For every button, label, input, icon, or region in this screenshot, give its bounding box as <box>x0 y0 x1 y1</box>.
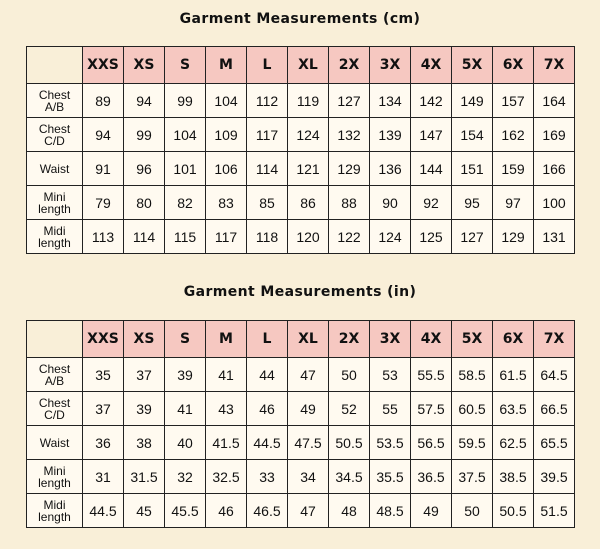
measurement-cell: 47 <box>288 494 329 528</box>
size-header: 6X <box>493 47 534 84</box>
row-label-line: Mini <box>43 189 66 204</box>
measurement-cell: 164 <box>534 84 575 118</box>
measurement-cell: 44.5 <box>83 494 124 528</box>
size-header: XS <box>124 47 165 84</box>
measurement-cell: 41 <box>165 392 206 426</box>
measurement-cell: 79 <box>83 186 124 220</box>
measurement-cell: 60.5 <box>452 392 493 426</box>
measurement-cell: 53.5 <box>370 426 411 460</box>
table-title-cm: Garment Measurements (cm) <box>179 11 421 27</box>
row-label-line: Chest <box>38 395 71 410</box>
size-header: M <box>206 321 247 358</box>
measurement-cell: 127 <box>329 84 370 118</box>
size-header: M <box>206 47 247 84</box>
measurement-cell: 35 <box>83 358 124 392</box>
row-label <box>27 494 83 528</box>
measurements-table-in <box>26 320 575 528</box>
measurement-cell: 47 <box>288 358 329 392</box>
measurement-cell: 144 <box>411 152 452 186</box>
measurement-cell: 99 <box>165 84 206 118</box>
measurement-cell: 40 <box>165 426 206 460</box>
size-header: 7X <box>534 321 575 358</box>
measurement-cell: 159 <box>493 152 534 186</box>
measurement-cell: 39.5 <box>534 460 575 494</box>
measurement-cell: 109 <box>206 118 247 152</box>
measurement-cell: 162 <box>493 118 534 152</box>
size-header: XXS <box>83 321 124 358</box>
row-label <box>27 358 83 392</box>
measurement-cell: 38.5 <box>493 460 534 494</box>
row-label <box>27 186 83 220</box>
row-label-line: Chest <box>38 121 71 136</box>
table-row <box>27 426 575 460</box>
measurement-cell: 131 <box>534 220 575 254</box>
size-header: S <box>165 321 206 358</box>
measurement-cell: 92 <box>411 186 452 220</box>
table-row <box>27 460 575 494</box>
measurement-cell: 94 <box>124 84 165 118</box>
measurement-cell: 169 <box>534 118 575 152</box>
row-label <box>27 460 83 494</box>
measurements-table-cm <box>26 46 575 254</box>
measurement-cell: 37 <box>124 358 165 392</box>
measurement-cell: 62.5 <box>493 426 534 460</box>
table-row <box>27 220 575 254</box>
measurement-cell: 36.5 <box>411 460 452 494</box>
measurement-cell: 94 <box>83 118 124 152</box>
table-row <box>27 186 575 220</box>
measurement-cell: 151 <box>452 152 493 186</box>
size-header-row <box>27 321 575 358</box>
table-row <box>27 358 575 392</box>
size-header: 4X <box>411 321 452 358</box>
measurement-cell: 41.5 <box>206 426 247 460</box>
measurement-cell: 49 <box>288 392 329 426</box>
row-label-line: length <box>38 475 71 490</box>
measurement-cell: 45.5 <box>165 494 206 528</box>
table-row <box>27 118 575 152</box>
size-header: S <box>165 47 206 84</box>
measurement-cell: 100 <box>534 186 575 220</box>
row-label-line: Midi <box>43 223 66 238</box>
measurement-cell: 114 <box>124 220 165 254</box>
row-label-line: Mini <box>43 463 66 478</box>
measurement-cell: 129 <box>493 220 534 254</box>
measurement-cell: 132 <box>329 118 370 152</box>
measurement-cell: 47.5 <box>288 426 329 460</box>
row-label-line: length <box>38 509 71 524</box>
measurement-cell: 112 <box>247 84 288 118</box>
measurement-cell: 34 <box>288 460 329 494</box>
measurement-cell: 57.5 <box>411 392 452 426</box>
measurement-cell: 50.5 <box>329 426 370 460</box>
measurement-cell: 106 <box>206 152 247 186</box>
size-header: 6X <box>493 321 534 358</box>
measurement-cell: 90 <box>370 186 411 220</box>
measurement-cell: 36 <box>83 426 124 460</box>
size-header: 2X <box>329 321 370 358</box>
measurement-cell: 48 <box>329 494 370 528</box>
measurement-cell: 96 <box>124 152 165 186</box>
measurement-cell: 56.5 <box>411 426 452 460</box>
measurement-cell: 129 <box>329 152 370 186</box>
measurement-cell: 55 <box>370 392 411 426</box>
measurement-cell: 66.5 <box>534 392 575 426</box>
measurement-cell: 39 <box>124 392 165 426</box>
row-label-line: Waist <box>39 435 70 450</box>
row-label-line: Chest <box>38 361 71 376</box>
row-label <box>27 118 83 152</box>
measurement-cell: 89 <box>83 84 124 118</box>
measurement-cell: 134 <box>370 84 411 118</box>
size-header: 2X <box>329 47 370 84</box>
size-header: XL <box>288 47 329 84</box>
measurement-cell: 113 <box>83 220 124 254</box>
row-label <box>27 84 83 118</box>
measurement-cell: 38 <box>124 426 165 460</box>
measurement-cell: 149 <box>452 84 493 118</box>
row-label-line: length <box>38 201 71 216</box>
size-header: XL <box>288 321 329 358</box>
row-label <box>27 426 83 460</box>
measurement-cell: 61.5 <box>493 358 534 392</box>
measurement-cell: 80 <box>124 186 165 220</box>
measurement-cell: 41 <box>206 358 247 392</box>
measurement-cell: 32 <box>165 460 206 494</box>
measurement-cell: 101 <box>165 152 206 186</box>
measurement-cell: 83 <box>206 186 247 220</box>
measurement-cell: 99 <box>124 118 165 152</box>
row-label-line: Midi <box>43 497 66 512</box>
measurement-cell: 53 <box>370 358 411 392</box>
row-label-line: A/B <box>44 99 65 114</box>
size-header: 7X <box>534 47 575 84</box>
measurement-cell: 154 <box>452 118 493 152</box>
measurement-cell: 31.5 <box>124 460 165 494</box>
measurement-cell: 120 <box>288 220 329 254</box>
header-corner <box>27 47 83 84</box>
measurement-cell: 117 <box>206 220 247 254</box>
measurement-cell: 166 <box>534 152 575 186</box>
measurement-cell: 142 <box>411 84 452 118</box>
size-header: L <box>247 321 288 358</box>
measurement-cell: 118 <box>247 220 288 254</box>
row-label <box>27 152 83 186</box>
measurement-cell: 65.5 <box>534 426 575 460</box>
measurement-cell: 50.5 <box>493 494 534 528</box>
measurement-cell: 127 <box>452 220 493 254</box>
row-label-line: C/D <box>44 407 65 422</box>
row-label-line: C/D <box>44 133 65 148</box>
measurement-cell: 121 <box>288 152 329 186</box>
measurement-cell: 43 <box>206 392 247 426</box>
measurement-cell: 46 <box>247 392 288 426</box>
size-header: 5X <box>452 47 493 84</box>
row-label-line: length <box>38 235 71 250</box>
measurement-cell: 91 <box>83 152 124 186</box>
measurement-cell: 49 <box>411 494 452 528</box>
measurement-cell: 117 <box>247 118 288 152</box>
row-label-line: Chest <box>38 87 71 102</box>
measurement-cell: 85 <box>247 186 288 220</box>
measurement-cell: 35.5 <box>370 460 411 494</box>
table-row <box>27 152 575 186</box>
measurement-cell: 104 <box>165 118 206 152</box>
row-label-line: A/B <box>44 373 65 388</box>
measurement-cell: 45 <box>124 494 165 528</box>
measurement-cell: 88 <box>329 186 370 220</box>
measurement-cell: 44 <box>247 358 288 392</box>
measurement-cell: 51.5 <box>534 494 575 528</box>
table-row <box>27 84 575 118</box>
measurement-cell: 147 <box>411 118 452 152</box>
measurement-cell: 52 <box>329 392 370 426</box>
measurement-cell: 46.5 <box>247 494 288 528</box>
table-row <box>27 494 575 528</box>
measurement-cell: 125 <box>411 220 452 254</box>
measurement-cell: 124 <box>288 118 329 152</box>
measurement-cell: 50 <box>452 494 493 528</box>
measurement-cell: 124 <box>370 220 411 254</box>
measurement-cell: 119 <box>288 84 329 118</box>
size-header: 3X <box>370 321 411 358</box>
measurement-cell: 95 <box>452 186 493 220</box>
measurement-cell: 64.5 <box>534 358 575 392</box>
measurement-cell: 114 <box>247 152 288 186</box>
measurement-cell: 39 <box>165 358 206 392</box>
measurement-cell: 32.5 <box>206 460 247 494</box>
measurement-cell: 157 <box>493 84 534 118</box>
measurement-cell: 82 <box>165 186 206 220</box>
measurement-cell: 59.5 <box>452 426 493 460</box>
size-header-row <box>27 47 575 84</box>
table-title-in: Garment Measurements (in) <box>183 284 417 300</box>
measurement-cell: 37 <box>83 392 124 426</box>
table-row <box>27 392 575 426</box>
measurement-cell: 115 <box>165 220 206 254</box>
measurement-cell: 97 <box>493 186 534 220</box>
measurement-cell: 33 <box>247 460 288 494</box>
row-label <box>27 392 83 426</box>
measurement-cell: 44.5 <box>247 426 288 460</box>
row-label <box>27 220 83 254</box>
measurement-cell: 31 <box>83 460 124 494</box>
measurement-cell: 139 <box>370 118 411 152</box>
measurement-cell: 48.5 <box>370 494 411 528</box>
measurement-cell: 37.5 <box>452 460 493 494</box>
measurement-cell: 136 <box>370 152 411 186</box>
measurement-cell: 104 <box>206 84 247 118</box>
measurement-cell: 50 <box>329 358 370 392</box>
measurement-cell: 86 <box>288 186 329 220</box>
measurement-cell: 46 <box>206 494 247 528</box>
size-header: XS <box>124 321 165 358</box>
size-header: 5X <box>452 321 493 358</box>
measurement-cell: 63.5 <box>493 392 534 426</box>
row-label-line: Waist <box>39 161 70 176</box>
size-header: 3X <box>370 47 411 84</box>
size-header: L <box>247 47 288 84</box>
header-corner <box>27 321 83 358</box>
measurement-cell: 58.5 <box>452 358 493 392</box>
size-header: XXS <box>83 47 124 84</box>
measurement-cell: 34.5 <box>329 460 370 494</box>
measurement-cell: 55.5 <box>411 358 452 392</box>
measurement-cell: 122 <box>329 220 370 254</box>
size-header: 4X <box>411 47 452 84</box>
